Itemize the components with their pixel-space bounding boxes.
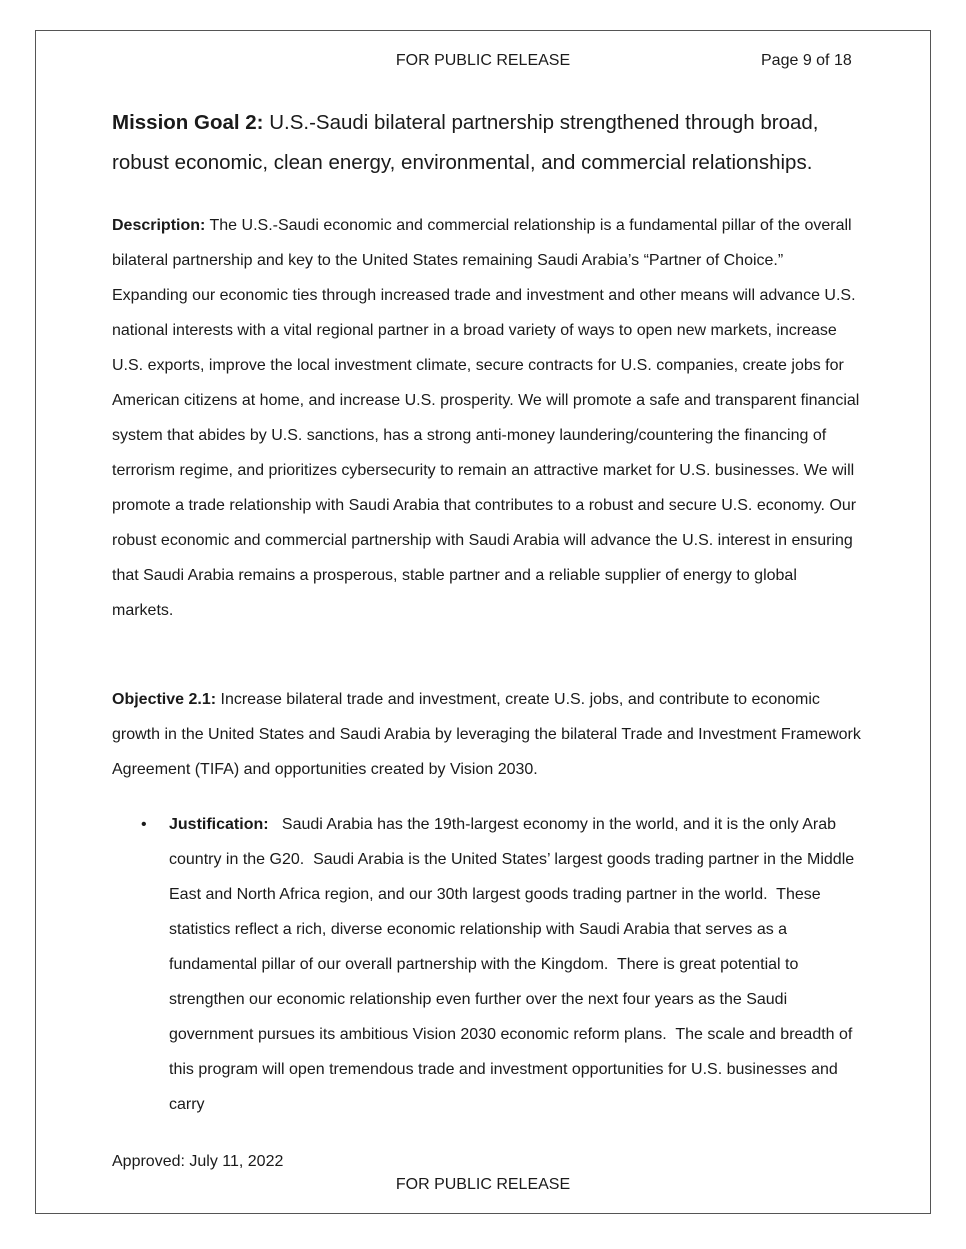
footer-release-label: FOR PUBLIC RELEASE [395,1176,571,1193]
objective-label: Objective 2.1: [112,691,217,708]
objective-paragraph [112,682,862,787]
mission-goal-text: U.S.-Saudi bilateral partnership strengthened through broad, robust economic, clean energy, environmental, and commercial relationships. [112,111,819,174]
page-number: Page 9 of 18 [761,52,852,69]
description-paragraph [112,208,862,628]
mission-goal-heading [112,103,862,183]
justification-paragraph [169,807,859,1122]
description-text: The U.S.-Saudi economic and commercial relationship is a fundamental pillar of the overall bilateral partnership and key to the United States remaining Saudi Arabia’s “Partner of Choice.” Expanding our economic ties through increased trade and investment and other means will advance U.S. national interests with a vital regional partner in a broad variety of ways to open new markets, increase U.S. exports, improve the local investment climate, secure contracts for U.S. companies, create jobs for American citizens at home, and increase U.S. prosperity. We will promote a safe and transparent financial system that abides by U.S. sanctions, has a strong anti-money laundering/countering the financing of terrorism regime, and prioritizes cybersecurity to remain an attractive market for U.S. businesses. We will promote a trade relationship with Saudi Arabia that contributes to a robust and secure U.S. economy. Our robust economic and commercial partnership with Saudi Arabia will advance the U.S. interest in ensuring that Saudi Arabia remains a prosperous, stable partner and a reliable supplier of energy to global markets. [112,217,860,619]
justification-text: Saudi Arabia has the 19th-largest economy in the world, and it is the only Arab country in the G20. Saudi Arabia is the United States’ largest goods trading partner in the Middle East and North Africa region, and our 30th largest goods trading partner in the world. These statistics reflect a rich, diverse economic relationship with Saudi Arabia that serves as a fundamental pillar of our overall partnership with the Kingdom. There is great potential to strengthen our economic relationship even further over the next four years as the Saudi government pursues its ambitious Vision 2030 economic reform plans. The scale and breadth of this program will open tremendous trade and investment opportunities for U.S. businesses and carry [169,816,859,1113]
bullet-marker: • [141,816,147,833]
header-release-label: FOR PUBLIC RELEASE [395,52,571,69]
justification-label: Justification: [169,816,269,833]
mission-goal-label: Mission Goal 2: [112,111,264,134]
approved-date: Approved: July 11, 2022 [112,1153,284,1170]
description-label: Description: [112,217,206,234]
objective-text: Increase bilateral trade and investment, create U.S. jobs, and contribute to economic growth in the United States and Saudi Arabia by leveraging the bilateral Trade and Investment Framework Agreement (TIFA) and opportunities created by Vision 2030. [112,691,861,778]
